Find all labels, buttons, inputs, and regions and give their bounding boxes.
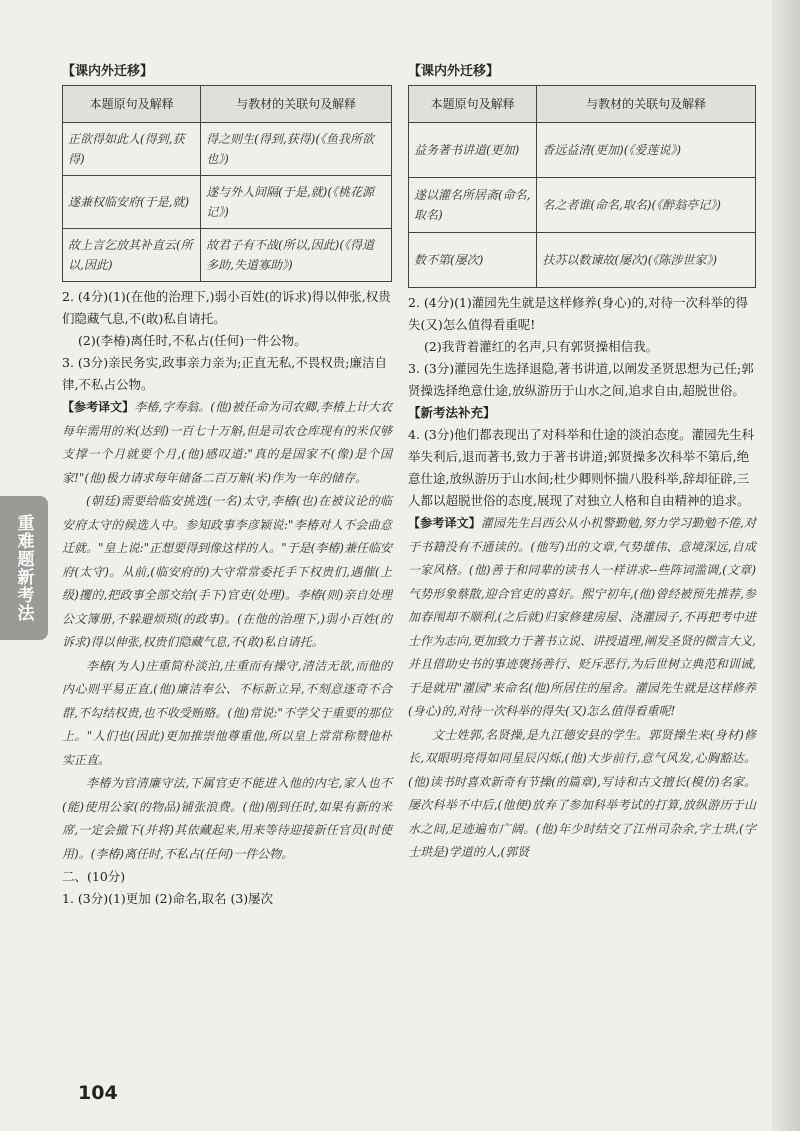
reference-paragraph: 李椿(为人)庄重简朴淡泊,庄重而有操守,清洁无欲,而他的内心则平易正直,(他)廉洁奉公、不标新立异,不刻意逐奇不合群,不勾结权贵,也不收受贿赂。(他)常说:"不学父于重要的那位上。"人们也(因此)更加推崇他尊重他,所以皇上常常称赞他朴实正直。 (62, 658, 392, 767)
reference-translation-intro (62, 396, 392, 490)
reference-paragraph: 灌园先生吕西公从小机警勤勉,努力学习勤勉不倦,对于书籍没有不通读的。(他写)出的文章,气势雄伟、意境深远,自成一家风格。(他)善于和同辈的读书人一样讲求--些阵词滥调,(文章)气势形象蔡散,迎合官吏的喜好。熙宁初年,(他)曾经被预先推荐,参加春闱却不顺利,(之后就)归家修建房屋、浇灌园子,不再把考中进士作为志向,更加致力于著书立说、讲授道理,阐发圣贤的微言大义,并且借助史书的事迹褒扬善行、贬斥恶行,为后世树立典范和训诫,于是就用"灌园"来命名(他)所居住的屋舍。灌园先生就是这样修养(身心)的,对待一次科举的得失(又)怎么值得看重呢! (408, 516, 756, 718)
reference-tag: 【参考译文】 (62, 400, 135, 414)
table-cell: 遂以灌名所居斋(命名,取名) (409, 178, 537, 233)
page-edge-shadow (772, 0, 800, 1131)
table-cell: 名之者谁(命名,取名)(《醉翁亭记》) (537, 178, 756, 233)
table-cell: 正欲得如此人(得到,获得) (63, 123, 201, 176)
table-row (409, 178, 756, 233)
reference-paragraph: 李椿,字寿翁。(他)被任命为司农卿,李椿上计大农每年需用的米(达到)一百七十万斛,但是司农仓库现有的米仅够支撑一个月就要个月,(他)感叹道:"真的是国家不(像)是个国家!"(他)极力请求每年储备二百万斛(米)作为一年的储存。 (62, 400, 392, 485)
table-cell: 故上言乞放其补直云(所以,因此) (63, 229, 201, 282)
table-cell: 故君子有不战(所以,因此)(《得道多助,失道寡助》) (201, 229, 392, 282)
answer-3: 3. (3分)亲民务实,政事亲力亲为;正直无私,不畏权贵;廉洁自律,不私占公物。 (62, 355, 387, 392)
reference-paragraph: 文士姓郭,名贤操,是九江德安县的学生。郭贤操生来(身材)修长,双眼明亮得如同星辰闪烁,(他)大步前行,意气风发,心胸豁达。(他)读书时喜欢新奇有节操(的篇章),写诗和古文擅长(模仿)名家。屡次科举不中后,(他便)放弃了参加科举考试的打算,放纵游历于山水之间,足迹遍布广阔。(他)年少时结交了江州司杂余,字士珙,(字士珙是)学道的人,(郭贤 (408, 727, 756, 859)
table-header: 与教材的关联句及解释 (201, 86, 392, 123)
reference-translation-intro (408, 512, 756, 724)
right-comparison-table (408, 85, 756, 288)
table-row (409, 233, 756, 288)
answer-3: 3. (3分)灌园先生选择退隐,著书讲道,以阐发圣贤思想为己任;郭贤操选择绝意仕途,放纵游历于山水之间,追求自由,超脱世俗。 (408, 361, 754, 398)
left-section-title: 【课内外迁移】 (62, 64, 154, 79)
side-tab (0, 496, 48, 640)
reference-paragraph: 李椿为官清廉守法,下属官吏不能进入他的内宅,家人也不(能)使用公家(的物品)铺张浪费。(他)刚到任时,如果有新的米席,一定会撤下(并将)其依藏起来,用来等待迎接新任官员(时使用)。(李椿)离任时,不私占(任何)一件公物。 (62, 776, 392, 861)
new-exam-tag: 【新考法补充】 (408, 405, 496, 420)
answer-4: 4. (3分)他们都表现出了对科举和仕途的淡泊态度。灌园先生科举失利后,退而著书,致力于著书讲道;郭贤操多次科举不第后,绝意仕途,放纵游历于山水间;杜少卿则怀揣八股科举,辞却征辟,三人都以超脱世俗的态度,展现了对独立人格和自由精神的追求。 (408, 427, 755, 508)
table-row (63, 123, 392, 176)
table-cell: 香远益清(更加)(《爱莲说》) (537, 123, 756, 178)
table-header: 本题原句及解释 (409, 86, 537, 123)
part-2-question-1: 1. (3分)(1)更加 (2)命名,取名 (3)屡次 (62, 891, 274, 906)
left-comparison-table (62, 85, 392, 282)
table-row (409, 123, 756, 178)
answer-2-1: 2. (4分)(1)灌园先生就是这样修养(身心)的,对待一次科举的得失(又)怎么值得看重呢! (408, 295, 749, 332)
table-cell: 数不第(屡次) (409, 233, 537, 288)
table-row (63, 176, 392, 229)
left-column (62, 60, 392, 910)
table-row (63, 229, 392, 282)
table-cell: 遂兼权临安府(于是,就) (63, 176, 201, 229)
table-header: 与教材的关联句及解释 (537, 86, 756, 123)
reference-paragraph: (朝廷)需要给临安挑选(一名)太守,李椿(也)在被议论的临安府太守的候选人中。参知政事李彦颖说:"李椿对人不会曲意迁就。"皇上说:"正想要得到像这样的人。"于是(李椿)兼任临安府(太守)。从前,(临安府的)大守常常委托手下权贵们,遇催(上级)攫的,把政事全部交给(手下)官吏(处理)。李椿(则)亲自处理公文簿册,不躲避烦琐(的政事)。(在他的治理下,)弱小百姓(的诉求)得以伸张,权贵们隐藏气息,不(敢)私自请托。 (62, 494, 392, 649)
page-number: 104 (78, 1082, 118, 1104)
table-cell: 扶苏以数谏故(屡次)(《陈涉世家》) (537, 233, 756, 288)
table-cell: 遂与外人间隔(于是,就)(《桃花源记》) (201, 176, 392, 229)
right-column (408, 60, 756, 865)
table-header: 本题原句及解释 (63, 86, 201, 123)
answer-2-1: 2. (4分)(1)(在他的治理下,)弱小百姓(的诉求)得以伸张,权贵们隐藏气息,不(敢)私自请托。 (62, 289, 391, 326)
reference-tag: 【参考译文】 (408, 516, 481, 530)
answer-2-2: (2)(李椿)离任时,不私占(任何)一件公物。 (78, 333, 307, 348)
table-cell: 得之则生(得到,获得)(《鱼我所欲也》) (201, 123, 392, 176)
side-tab-label: 重难题新考法 (13, 514, 34, 622)
answer-2-2: (2)我背着灌红的名声,只有郭贤操相信我。 (424, 339, 659, 354)
right-section-title: 【课内外迁移】 (408, 64, 500, 79)
part-2-title: 二、(10分) (62, 869, 126, 884)
table-cell: 益务著书讲道(更加) (409, 123, 537, 178)
